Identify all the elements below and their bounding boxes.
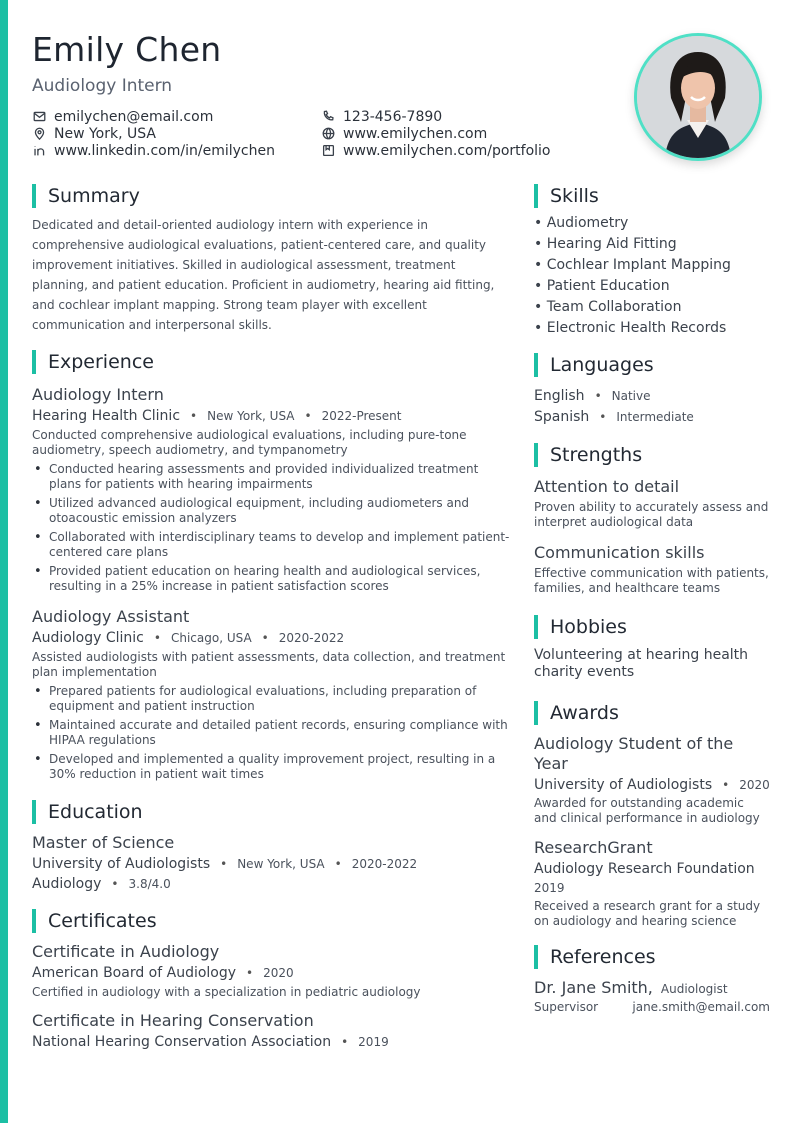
awards-heading: Awards (534, 701, 770, 725)
bullet-item: • Maintained accurate and detailed patient records, ensuring compliance with HIPAA regulations (32, 718, 512, 748)
heading-accent (534, 353, 538, 377)
hobbies-heading: Hobbies (534, 615, 770, 639)
certificate-desc: Certified in audiology with a specialization in pediatric audiology (32, 985, 421, 999)
heading-accent (534, 184, 538, 208)
bullet-item: • Collaborated with interdisciplinary teams to develop and implement patient-centered care plans (32, 530, 512, 560)
language-level: Intermediate (616, 409, 694, 424)
job-bullets (32, 684, 512, 782)
reference-email[interactable]: jane.smith@email.com (632, 1000, 770, 1014)
education-location: New York, USA (237, 857, 325, 871)
award-year: 2020 (739, 778, 770, 792)
bullet-item: • Developed and implemented a quality improvement project, resulting in a 30% reduction in patient wait times (32, 752, 512, 782)
strength-item (534, 543, 770, 596)
job-dates: 2022-Present (321, 409, 402, 423)
field-of-study: Audiology (32, 876, 102, 892)
languages-heading: Languages (534, 353, 770, 377)
reference-name-row (534, 978, 770, 997)
reference-name: Dr. Jane Smith, (534, 978, 653, 997)
phone-icon (321, 110, 335, 124)
location-text: New York, USA (54, 125, 156, 142)
strength-name: Attention to detail (534, 477, 680, 496)
separator-dot: • (304, 409, 312, 423)
linkedin-icon (32, 144, 46, 158)
separator-dot: • (220, 857, 228, 871)
job-meta (32, 408, 512, 424)
certificate-year: 2019 (358, 1035, 389, 1049)
contact-website[interactable] (321, 125, 551, 142)
candidate-role: Audiology Intern (32, 76, 173, 96)
separator-dot: • (190, 409, 198, 423)
job-title: Audiology Assistant (32, 607, 190, 626)
reference-detail-row (534, 1000, 770, 1014)
reference-item (534, 978, 770, 1014)
summary-heading: Summary (32, 184, 512, 208)
certificate-issuer: American Board of Audiology (32, 965, 237, 981)
right-column (534, 184, 770, 1014)
award-org: University of Audiologists (534, 777, 713, 793)
certificate-meta (32, 965, 512, 981)
linkedin-text: www.linkedin.com/in/emilychen (54, 142, 275, 159)
reference-position: Audiologist (660, 982, 728, 996)
award-meta (534, 777, 770, 793)
contact-portfolio[interactable] (321, 142, 551, 159)
experience-heading: Experience (32, 350, 512, 374)
award-name: Audiology Student of the Year (534, 734, 734, 773)
job-dates: 2020-2022 (278, 631, 345, 645)
heading-accent (32, 350, 36, 374)
candidate-name: Emily Chen (32, 30, 222, 69)
strength-name: Communication skills (534, 543, 705, 562)
separator-dot: • (153, 631, 161, 645)
job-bullets (32, 462, 512, 594)
gpa: 3.8/4.0 (128, 877, 171, 891)
heading-accent (534, 615, 538, 639)
bullet-item: • Provided patient education on hearing health and audiological services, resulting in a 25% increase in patient satisfaction scores (32, 564, 512, 594)
contact-location (32, 125, 275, 142)
contact-linkedin[interactable] (32, 142, 275, 159)
education-dates: 2020-2022 (351, 857, 418, 871)
separator-dot: • (341, 1035, 349, 1049)
bullet-item: • Prepared patients for audiological evaluations, including preparation of equipment and patient instruction (32, 684, 512, 714)
separator-dot: • (334, 857, 342, 871)
separator-dot: • (111, 877, 119, 891)
skill-item: • Audiometry (534, 215, 629, 231)
heading-accent (32, 800, 36, 824)
separator-dot: • (599, 409, 607, 424)
contact-phone[interactable] (321, 108, 551, 125)
languages-list (534, 385, 770, 427)
education-field-row (32, 876, 512, 892)
strength-item (534, 477, 770, 530)
contact-email[interactable] (32, 108, 275, 125)
school: University of Audiologists (32, 856, 211, 872)
heading-accent (534, 443, 538, 467)
job-title: Audiology Intern (32, 385, 164, 404)
language-name: English (534, 387, 585, 404)
summary-text: Dedicated and detail-oriented audiology intern with experience in comprehensive audiological evaluations, patient-centered care, and quality improvement initiatives. Skilled in audiological assessment, treatment planning, and patient education. Proficient in audiometry, hearing aid fitting, and cochlear implant mapping. Strong team player with excellent communication and interpersonal skills. (32, 218, 495, 332)
skill-item: • Hearing Aid Fitting (534, 236, 677, 252)
award-item (534, 734, 770, 826)
language-item (534, 406, 770, 427)
website-text: www.emilychen.com (343, 125, 488, 142)
separator-dot: • (594, 388, 602, 403)
award-desc: Awarded for outstanding academic and clinical performance in audiology (534, 796, 760, 825)
certificates-heading: Certificates (32, 909, 512, 933)
certificate-item (32, 1011, 512, 1050)
award-name: ResearchGrant (534, 838, 653, 857)
education-item (32, 833, 512, 892)
location-pin-icon (32, 127, 46, 141)
award-year: 2019 (534, 881, 565, 895)
certificate-item (32, 942, 512, 1000)
language-level: Native (611, 388, 651, 403)
job-company: Audiology Clinic (32, 630, 144, 646)
heading-accent (32, 909, 36, 933)
strengths-heading: Strengths (534, 443, 770, 467)
job-company: Hearing Health Clinic (32, 408, 181, 424)
certificate-name: Certificate in Hearing Conservation (32, 1011, 314, 1030)
skill-item: • Cochlear Implant Mapping (534, 257, 731, 273)
skill-item: • Patient Education (534, 278, 670, 294)
job-summary: Assisted audiologists with patient assessments, data collection, and treatment plan implementation (32, 650, 506, 679)
award-item (534, 838, 770, 929)
skill-item: • Team Collaboration (534, 299, 682, 315)
strength-desc: Proven ability to accurately assess and interpret audiological data (534, 500, 769, 529)
language-name: Spanish (534, 408, 590, 425)
bullet-item: • Utilized advanced audiological equipment, including audiometers and otoacoustic emission analyzers (32, 496, 512, 526)
hobby-text: Volunteering at hearing health charity events (534, 647, 749, 680)
left-column (32, 184, 512, 1050)
job-location: Chicago, USA (170, 631, 252, 645)
skills-heading: Skills (534, 184, 770, 208)
profile-photo (634, 33, 762, 161)
experience-item (32, 607, 512, 782)
contact-left (32, 108, 275, 159)
skills-list (534, 215, 770, 341)
award-desc: Received a research grant for a study on audiology and hearing science (534, 899, 761, 928)
heading-accent (534, 945, 538, 969)
education-meta (32, 856, 512, 872)
job-location: New York, USA (207, 409, 295, 423)
reference-relation: Supervisor (534, 1000, 599, 1014)
portfolio-text: www.emilychen.com/portfolio (343, 142, 551, 159)
language-item (534, 385, 770, 406)
award-org: Audiology Research Foundation (534, 861, 755, 877)
heading-accent (32, 184, 36, 208)
certificate-issuer: National Hearing Conservation Association (32, 1034, 332, 1050)
strength-desc: Effective communication with patients, families, and healthcare teams (534, 566, 769, 595)
email-text: emilychen@email.com (54, 108, 214, 125)
references-heading: References (534, 945, 770, 969)
experience-item (32, 385, 512, 594)
degree: Master of Science (32, 833, 175, 852)
separator-dot: • (722, 778, 730, 792)
job-summary: Conducted comprehensive audiological evaluations, including pure-tone audiometry, speech audiometry, and tympanometry (32, 428, 467, 457)
accent-bar (0, 0, 8, 1123)
heading-accent (534, 701, 538, 725)
globe-icon (321, 127, 335, 141)
education-heading: Education (32, 800, 512, 824)
bullet-item: • Conducted hearing assessments and provided individualized treatment plans for patients with hearing impairments (32, 462, 512, 492)
separator-dot: • (261, 631, 269, 645)
separator-dot: • (246, 966, 254, 980)
portfolio-icon (321, 144, 335, 158)
job-meta (32, 630, 512, 646)
mail-icon (32, 110, 46, 124)
phone-text: 123-456-7890 (343, 108, 443, 125)
certificate-meta (32, 1034, 512, 1050)
skill-item: • Electronic Health Records (534, 320, 727, 336)
certificate-year: 2020 (263, 966, 294, 980)
certificate-name: Certificate in Audiology (32, 942, 220, 961)
contact-right (321, 108, 551, 159)
